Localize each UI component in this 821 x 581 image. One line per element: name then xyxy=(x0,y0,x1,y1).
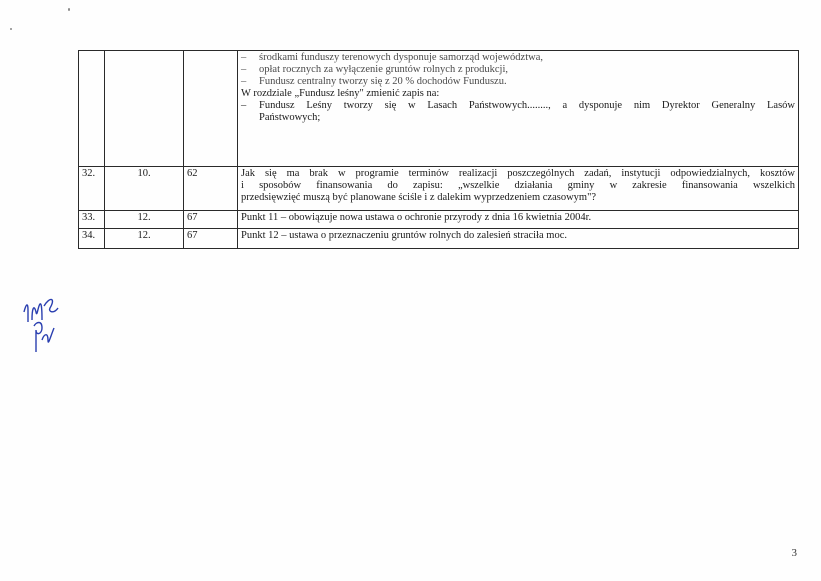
scan-speck xyxy=(68,8,70,11)
comment-cell xyxy=(238,211,799,229)
comment-cell xyxy=(238,167,799,211)
row-number-cell: 34. xyxy=(79,229,105,249)
table-row xyxy=(79,229,799,249)
row-number-cell: 32. xyxy=(79,167,105,211)
list-item: – Fundusz centralny tworzy się z 20 % dochodów Funduszu. xyxy=(241,76,507,87)
page-cell xyxy=(184,51,238,167)
scan-speck xyxy=(10,28,12,30)
handwritten-signature xyxy=(20,290,70,360)
comment-line: Jak się ma brak w programie terminów realizacji poszczególnych zadań, instytucji odpowiedzialnych, kosztów xyxy=(241,168,795,179)
table-row xyxy=(79,211,799,229)
comment-line: przedsięwzięć muszą być planowane ściśle i z dalekim wyprzedzeniem czasowym"? xyxy=(241,192,597,203)
row-number-cell: 33. xyxy=(79,211,105,229)
chapter-cell xyxy=(105,51,184,167)
page-cell: 67 xyxy=(184,211,238,229)
list-item: – Fundusz Leśny tworzy się w Lasach Państwowych........, a dysponuje nim Dyrektor Generalny Lasów xyxy=(241,100,795,111)
change-heading: W rozdziale „Fundusz leśny" zmienić zapis na: xyxy=(241,88,440,99)
comment-line: i sposobów finansowania do zapisu: „wszelkie działania gminy w zakresie finansowania wszelkich xyxy=(241,180,795,191)
comment-cell xyxy=(238,229,799,249)
page-cell: 67 xyxy=(184,229,238,249)
comment-line: Punkt 11 – obowiązuje nowa ustawa o ochronie przyrody z dnia 16 kwietnia 2004r. xyxy=(241,212,592,223)
comment-line: Punkt 12 – ustawa o przeznaczeniu gruntów rolnych do zalesień straciła moc. xyxy=(241,230,567,241)
page-number: 3 xyxy=(791,547,797,559)
list-item: – środkami funduszy terenowych dysponuje samorząd województwa, xyxy=(241,52,544,63)
page-cell: 62 xyxy=(184,167,238,211)
list-item-text-continued: Państwowych; xyxy=(259,112,321,123)
comment-cell xyxy=(238,51,799,167)
table-row xyxy=(79,167,799,211)
chapter-cell: 10. xyxy=(105,167,184,211)
comments-table xyxy=(78,50,799,249)
list-item-text: Fundusz centralny tworzy się z 20 % dochodów Funduszu. xyxy=(259,76,507,87)
list-item: – opłat rocznych za wyłączenie gruntów rolnych z produkcji, xyxy=(241,64,508,75)
chapter-cell: 12. xyxy=(105,211,184,229)
list-item-text: Fundusz Leśny tworzy się w Lasach Państwowych........, a dysponuje nim Dyrektor Generalny Lasów xyxy=(259,100,795,111)
row-number-cell xyxy=(79,51,105,167)
list-item-text: opłat rocznych za wyłączenie gruntów rolnych z produkcji, xyxy=(259,64,508,75)
table-row xyxy=(79,51,799,167)
list-item-text: środkami funduszy terenowych dysponuje samorząd województwa, xyxy=(259,52,544,63)
chapter-cell: 12. xyxy=(105,229,184,249)
